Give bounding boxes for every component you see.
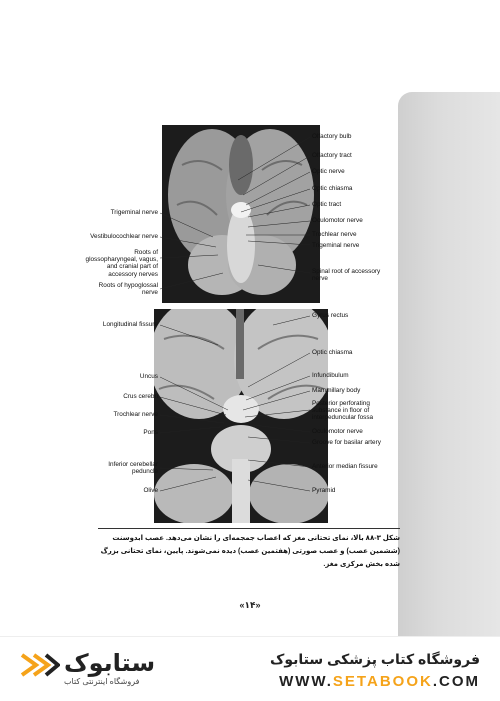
- label-optic-chiasma-bottom: Optic chiasma: [312, 349, 353, 356]
- label-anterior-median-fissure: Anterior median fissure: [312, 463, 378, 470]
- caption-text: بالا، نمای تحتانی مغز که اعصاب جمجمه‌ای را نشان می‌دهد. عصب ابدوسنت (ششمین عصب) و عصب صورتی (هفتمین عصب) دیده نمی‌شوند. پایین، نمای تحتانی بزرگ شده بخش مرکزی مغز.: [100, 535, 400, 568]
- brain-figure: [85, 125, 400, 525]
- label-pyramid: Pyramid: [312, 487, 336, 494]
- store-name: فروشگاه کتاب پزشکی ستابوک: [269, 651, 480, 667]
- brain-central-enlarged-photo: [154, 309, 328, 523]
- label-crus-cerebri: Crus cerebri: [123, 393, 158, 400]
- label-olfactory-tract: Olfactory tract: [312, 152, 352, 159]
- setabook-logo[interactable]: [18, 649, 198, 691]
- label-trigeminal-nerve-left: Trigeminal nerve: [110, 209, 158, 216]
- label-optic-nerve: Optic nerve: [312, 168, 345, 175]
- url-brand: SETABOOK: [332, 673, 433, 690]
- label-oculomotor-nerve: Oculomotor nerve: [312, 217, 363, 224]
- label-oculomotor-nerve-bottom: Oculomotor nerve: [312, 428, 363, 435]
- page-number: «۱۴»: [239, 600, 261, 610]
- label-spinal-root-accessory: Spinal root of accessory nerve: [312, 268, 381, 283]
- label-mammillary-body: Mammillary body: [312, 387, 361, 394]
- label-longitudinal-fissure: Longitudinal fissure: [102, 321, 158, 328]
- figure-caption: [98, 528, 400, 571]
- url-prefix: WWW.: [279, 673, 333, 690]
- figure-number: شکل ۳-۸۸: [365, 535, 400, 542]
- label-infundibulum: Infundibulum: [312, 372, 349, 379]
- label-trigeminal-nerve-right: Trigeminal nerve: [312, 242, 360, 249]
- label-trochlear-nerve: Trochlear nerve: [312, 231, 357, 238]
- label-groove-basilar-artery: Groove for basilar artery: [312, 439, 381, 446]
- logo-chevron-icon: [18, 649, 60, 681]
- label-optic-chiasma: Optic chiasma: [312, 185, 353, 192]
- label-optic-tract: Optic tract: [312, 201, 342, 208]
- logo-text: ستابوک: [64, 650, 156, 677]
- label-roots-hypoglossal: Roots of hypoglossal nerve: [98, 282, 158, 297]
- label-inferior-cerebellar-peduncle: Inferior cerebellar peduncle: [108, 461, 158, 476]
- label-olive: Olive: [143, 487, 158, 494]
- page-side-tab: [398, 92, 500, 640]
- url-suffix: .COM: [432, 673, 480, 690]
- label-uncus: Uncus: [139, 373, 158, 380]
- footer-banner: [0, 636, 500, 701]
- label-trochlear-nerve-bottom: Trochlear nerve: [113, 411, 158, 418]
- logo-subtext: فروشگاه اینترنتی کتاب: [64, 677, 140, 686]
- label-gyrus-rectus: Gyrus rectus: [312, 312, 349, 319]
- label-roots-glossopharyngeal: Roots of glossopharyngeal, vagus, and cranial part of accessory nerves: [85, 249, 158, 278]
- label-vestibulocochlear-nerve: Vestibulocochlear nerve: [90, 233, 158, 240]
- label-olfactory-bulb: Olfactory bulb: [312, 133, 352, 140]
- label-pons: Pons: [143, 429, 158, 436]
- store-url-link[interactable]: [279, 673, 480, 690]
- label-posterior-perforating-substance: Posterior perforating substance in floor of interpeduncular fossa: [312, 400, 374, 422]
- brain-inferior-photo: [162, 125, 320, 303]
